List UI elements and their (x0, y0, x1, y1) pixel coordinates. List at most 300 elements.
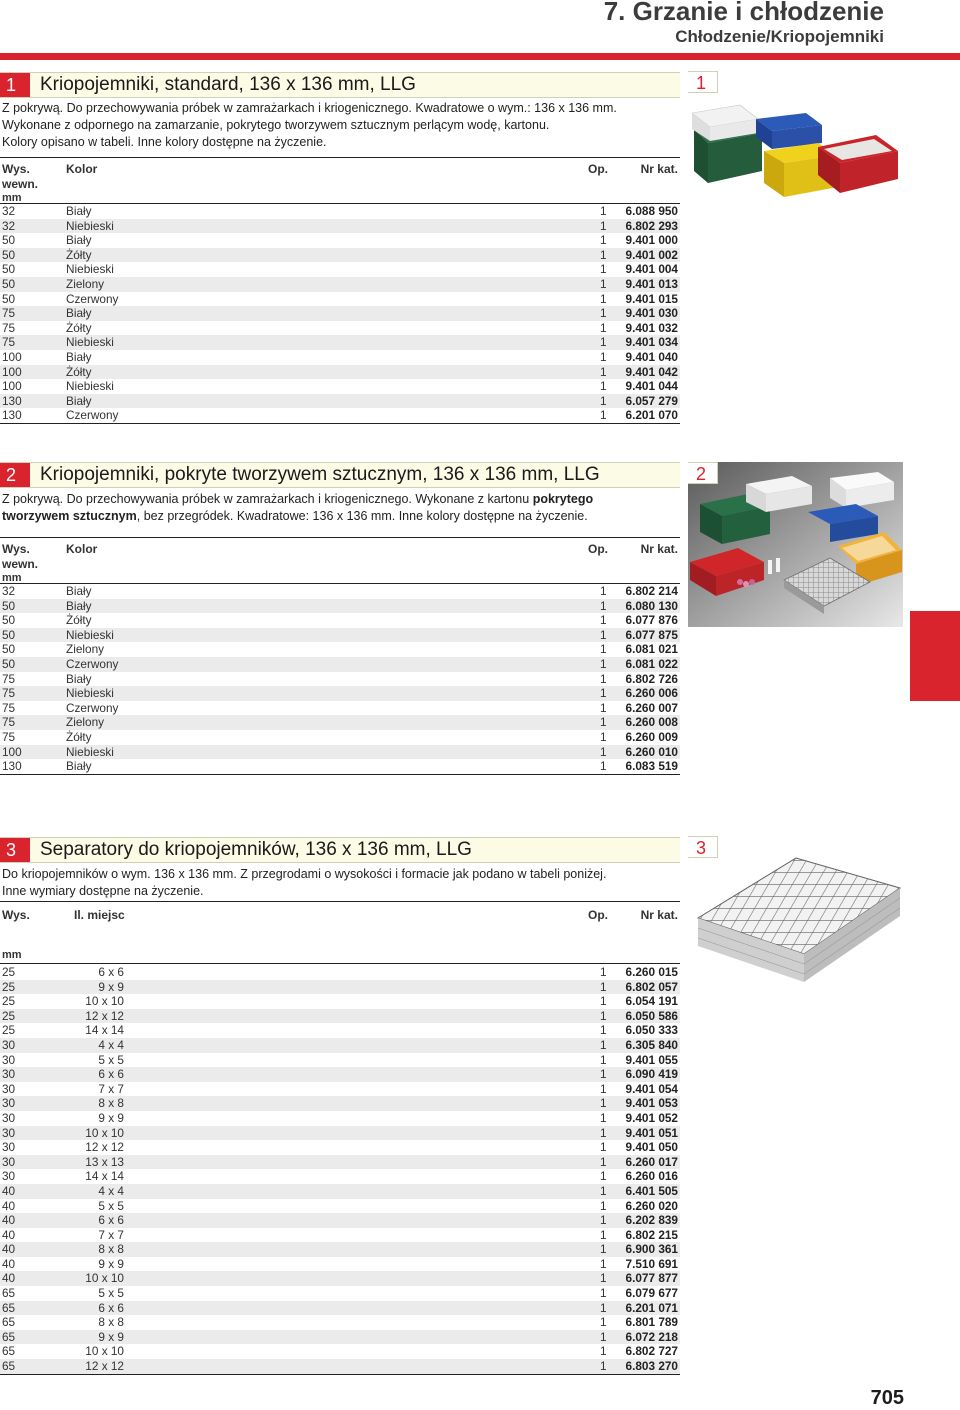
cell-height: 65 (2, 1315, 16, 1330)
cell-cat-no: 9.401 030 (625, 306, 678, 321)
cell-places: 9 x 9 (98, 1329, 124, 1344)
cell-color: Żółty (66, 247, 92, 262)
cell-pack: 1 (600, 291, 607, 306)
cell-places: 9 x 9 (98, 1110, 124, 1125)
cell-cat-no: 6.260 009 (625, 729, 678, 744)
cell-height: 75 (2, 700, 16, 715)
table-row (0, 584, 680, 599)
cell-cat-no: 6.054 191 (625, 994, 678, 1009)
cell-cat-no: 6.081 022 (625, 656, 678, 671)
cell-cat-no: 9.401 004 (625, 262, 678, 277)
cell-height: 40 (2, 1227, 16, 1242)
cell-pack: 1 (600, 1256, 607, 1271)
cell-color: Żółty (66, 320, 92, 335)
cell-height: 50 (2, 291, 16, 306)
table-row (0, 1344, 680, 1359)
cell-cat-no: 6.260 016 (625, 1169, 678, 1184)
table-row (0, 1330, 680, 1345)
table-row (0, 1126, 680, 1141)
cell-pack: 1 (600, 1008, 607, 1023)
cell-height: 25 (2, 1023, 16, 1038)
cell-cat-no: 6.077 877 (625, 1271, 678, 1286)
col-unit: mm (2, 572, 22, 584)
table-row (0, 672, 680, 687)
cell-places: 6 x 6 (98, 1213, 124, 1228)
section-1-description (0, 100, 680, 151)
table-row (0, 1301, 680, 1316)
table-row (0, 1242, 680, 1257)
section-3-header (0, 837, 680, 863)
cell-pack: 1 (600, 686, 607, 701)
table-row (0, 248, 680, 263)
col-height: Wys. (2, 908, 30, 922)
cell-cat-no: 9.401 054 (625, 1081, 678, 1096)
cell-pack: 1 (600, 700, 607, 715)
cell-cat-no: 6.260 017 (625, 1154, 678, 1169)
cell-height: 100 (2, 379, 22, 394)
table-row (0, 365, 680, 380)
cell-places: 6 x 6 (98, 965, 124, 979)
table-row (0, 1140, 680, 1155)
cell-color: Niebieski (66, 686, 114, 701)
cell-pack: 1 (600, 613, 607, 628)
cell-pack: 1 (600, 1300, 607, 1315)
cell-cat-no: 6.802 057 (625, 979, 678, 994)
table-row (0, 642, 680, 657)
cell-height: 30 (2, 1081, 16, 1096)
cell-height: 32 (2, 218, 16, 233)
cell-height: 130 (2, 408, 22, 423)
cell-pack: 1 (600, 1037, 607, 1052)
cell-cat-no: 9.401 050 (625, 1140, 678, 1155)
cell-pack: 1 (600, 671, 607, 686)
cell-cat-no: 6.077 875 (625, 627, 678, 642)
cell-color: Biały (66, 671, 92, 686)
cell-pack: 1 (600, 320, 607, 335)
cell-pack: 1 (600, 1213, 607, 1228)
cell-places: 6 x 6 (98, 1067, 124, 1082)
col-unit: mm (2, 192, 22, 204)
cell-cat-no: 6.260 006 (625, 686, 678, 701)
cell-pack: 1 (600, 715, 607, 730)
table-end-rule (0, 774, 680, 775)
cell-color: Biały (66, 393, 92, 408)
table-row (0, 379, 680, 394)
cell-pack: 1 (600, 1227, 607, 1242)
photo-1-label: 1 (688, 71, 718, 93)
section-3-table-header (0, 901, 680, 964)
cell-cat-no: 7.510 691 (625, 1256, 678, 1271)
cell-cat-no: 6.305 840 (625, 1037, 678, 1052)
table-row (0, 657, 680, 672)
section-2-header (0, 462, 680, 488)
cryo-boxes-photo-icon (688, 71, 903, 226)
cell-pack: 1 (600, 218, 607, 233)
table-row (0, 1038, 680, 1053)
cell-color: Biały (66, 349, 92, 364)
cell-places: 12 x 12 (85, 1008, 124, 1023)
cell-height: 50 (2, 656, 16, 671)
cell-cat-no: 6.260 015 (625, 965, 678, 979)
cell-color: Niebieski (66, 262, 114, 277)
table-row (0, 204, 680, 219)
cell-height: 40 (2, 1242, 16, 1257)
cell-pack: 1 (600, 1344, 607, 1359)
cell-pack: 1 (600, 379, 607, 394)
cell-height: 65 (2, 1359, 16, 1374)
table-row (0, 628, 680, 643)
desc-line: Do kriopojemników o wym. 136 x 136 mm. Z przegrodami o wysokości i formacie jak podano w tabeli poniżej. (2, 867, 607, 881)
section-2-table-header (0, 537, 680, 584)
cell-cat-no: 6.802 214 (625, 584, 678, 598)
cell-cat-no: 6.083 519 (625, 759, 678, 774)
cell-places: 5 x 5 (98, 1286, 124, 1301)
cell-height: 50 (2, 276, 16, 291)
table-row (0, 1199, 680, 1214)
table-row (0, 1082, 680, 1097)
table-row (0, 306, 680, 321)
cell-height: 65 (2, 1344, 16, 1359)
table-row (0, 1023, 680, 1038)
cell-color: Zielony (66, 642, 105, 657)
section-1-title: Kriopojemniki, standard, 136 x 136 mm, LLG (40, 74, 416, 95)
photo-2-label: 2 (688, 462, 718, 484)
table-row (0, 686, 680, 701)
col-color: Kolor (66, 162, 98, 176)
cell-pack: 1 (600, 233, 607, 248)
table-row (0, 1184, 680, 1199)
cell-cat-no: 6.050 333 (625, 1023, 678, 1038)
cell-height: 75 (2, 715, 16, 730)
cell-color: Zielony (66, 276, 105, 291)
cell-height: 50 (2, 613, 16, 628)
cell-cat-no: 6.057 279 (625, 393, 678, 408)
table-row (0, 965, 680, 980)
cell-height: 30 (2, 1052, 16, 1067)
cell-height: 65 (2, 1329, 16, 1344)
cell-places: 12 x 12 (85, 1140, 124, 1155)
cell-height: 32 (2, 204, 16, 218)
cell-places: 10 x 10 (85, 1125, 124, 1140)
cell-cat-no: 6.260 008 (625, 715, 678, 730)
cell-pack: 1 (600, 759, 607, 774)
cell-height: 75 (2, 335, 16, 350)
cell-cat-no: 9.401 002 (625, 247, 678, 262)
cell-cat-no: 9.401 042 (625, 364, 678, 379)
table-row (0, 745, 680, 760)
table-row (0, 408, 680, 423)
photo-panel-3 (688, 836, 903, 984)
cell-places: 10 x 10 (85, 1344, 124, 1359)
cell-color: Biały (66, 584, 92, 598)
cell-pack: 1 (600, 1154, 607, 1169)
cell-cat-no: 6.260 010 (625, 744, 678, 759)
cell-pack: 1 (600, 204, 607, 218)
table-row (0, 233, 680, 248)
table-row (0, 1096, 680, 1111)
cell-places: 8 x 8 (98, 1096, 124, 1111)
table-row (0, 292, 680, 307)
cell-pack: 1 (600, 262, 607, 277)
cell-color: Czerwony (66, 656, 119, 671)
cell-height: 30 (2, 1067, 16, 1082)
table-row (0, 1053, 680, 1068)
col-height: Wys. (2, 162, 30, 176)
photo-panel-2 (688, 462, 903, 627)
cell-pack: 1 (600, 1052, 607, 1067)
cell-height: 100 (2, 349, 22, 364)
cell-pack: 1 (600, 1198, 607, 1213)
cell-cat-no: 6.260 020 (625, 1198, 678, 1213)
cell-places: 8 x 8 (98, 1315, 124, 1330)
cell-cat-no: 6.900 361 (625, 1242, 678, 1257)
cell-pack: 1 (600, 1096, 607, 1111)
cell-cat-no: 6.801 789 (625, 1315, 678, 1330)
cell-cat-no: 9.401 034 (625, 335, 678, 350)
cell-places: 7 x 7 (98, 1081, 124, 1096)
cell-height: 50 (2, 598, 16, 613)
cell-pack: 1 (600, 349, 607, 364)
cell-cat-no: 9.401 015 (625, 291, 678, 306)
table-row (0, 1169, 680, 1184)
cell-pack: 1 (600, 1067, 607, 1082)
cell-places: 10 x 10 (85, 994, 124, 1009)
chapter-subtitle: Chłodzenie/Kriopojemniki (675, 27, 884, 46)
table-row (0, 262, 680, 277)
cell-pack: 1 (600, 994, 607, 1009)
cell-color: Biały (66, 306, 92, 321)
cell-cat-no: 9.401 055 (625, 1052, 678, 1067)
cell-cat-no: 6.080 130 (625, 598, 678, 613)
table-row (0, 1359, 680, 1374)
col-pack: Op. (588, 162, 608, 176)
cell-pack: 1 (600, 1081, 607, 1096)
cell-color: Biały (66, 204, 92, 218)
col-color: Kolor (66, 542, 98, 556)
cell-height: 75 (2, 671, 16, 686)
table-end-rule (0, 423, 680, 424)
cell-height: 32 (2, 584, 16, 598)
coated-cryo-boxes-photo-icon (688, 462, 903, 627)
cell-cat-no: 9.401 051 (625, 1125, 678, 1140)
desc-text: Z pokrywą. Do przechowywania próbek w zamrażarkach i kriogenicznego. Wykonane z kartonu (2, 492, 533, 506)
cell-pack: 1 (600, 729, 607, 744)
cell-height: 75 (2, 320, 16, 335)
section-2 (0, 462, 680, 775)
cell-cat-no: 6.050 586 (625, 1008, 678, 1023)
cell-color: Czerwony (66, 700, 119, 715)
section-1-header (0, 72, 680, 98)
section-3-description (0, 866, 680, 900)
table-row (0, 394, 680, 409)
table-row (0, 1315, 680, 1330)
cell-places: 4 x 4 (98, 1037, 124, 1052)
cell-height: 40 (2, 1183, 16, 1198)
table-row (0, 1257, 680, 1272)
cell-color: Czerwony (66, 291, 119, 306)
cell-pack: 1 (600, 627, 607, 642)
cell-pack: 1 (600, 408, 607, 423)
cell-cat-no: 6.802 215 (625, 1227, 678, 1242)
cell-height: 25 (2, 979, 16, 994)
section-1-table-header (0, 157, 680, 204)
photo-panel-1 (688, 71, 903, 226)
cell-height: 40 (2, 1198, 16, 1213)
cell-pack: 1 (600, 306, 607, 321)
cell-height: 130 (2, 759, 22, 774)
cell-height: 130 (2, 393, 22, 408)
table-row (0, 1155, 680, 1170)
cell-places: 8 x 8 (98, 1242, 124, 1257)
cell-places: 13 x 13 (85, 1154, 124, 1169)
col-pack: Op. (588, 908, 608, 922)
cell-places: 4 x 4 (98, 1183, 124, 1198)
cell-color: Zielony (66, 715, 105, 730)
table-row (0, 1213, 680, 1228)
table-row (0, 1271, 680, 1286)
cell-height: 30 (2, 1154, 16, 1169)
desc-text-bold: pokrytego tworzywem sztucznym (2, 492, 594, 523)
chapter-side-tab (910, 611, 960, 701)
cell-places: 7 x 7 (98, 1227, 124, 1242)
cell-color: Niebieski (66, 627, 114, 642)
cell-pack: 1 (600, 744, 607, 759)
cell-cat-no: 9.401 013 (625, 276, 678, 291)
cell-pack: 1 (600, 276, 607, 291)
cell-pack: 1 (600, 598, 607, 613)
cell-height: 50 (2, 247, 16, 262)
cell-places: 14 x 14 (85, 1023, 124, 1038)
cell-pack: 1 (600, 1315, 607, 1330)
cell-pack: 1 (600, 979, 607, 994)
cell-pack: 1 (600, 364, 607, 379)
col-cat-no: Nr kat. (640, 542, 678, 556)
cell-places: 14 x 14 (85, 1169, 124, 1184)
cell-cat-no: 6.401 505 (625, 1183, 678, 1198)
cell-places: 12 x 12 (85, 1359, 124, 1374)
section-2-table-body (0, 584, 680, 774)
cell-height: 75 (2, 729, 16, 744)
cell-cat-no: 9.401 053 (625, 1096, 678, 1111)
photo-3-label: 3 (688, 836, 718, 858)
desc-line: Wykonane z odpornego na zamarzanie, pokrytego tworzywem sztucznym perlącym wodę, kartonu. (2, 118, 550, 132)
cell-cat-no: 6.077 876 (625, 613, 678, 628)
cell-height: 50 (2, 233, 16, 248)
cell-places: 9 x 9 (98, 1256, 124, 1271)
cell-height: 65 (2, 1286, 16, 1301)
cell-height: 50 (2, 642, 16, 657)
desc-text: , bez przegródek. Kwadratowe: 136 x 136 mm. Inne kolory dostępne na życzenie. (136, 509, 588, 523)
table-row (0, 350, 680, 365)
col-height-sub: wewn. (2, 177, 39, 191)
section-1-table-body (0, 204, 680, 423)
section-2-number: 2 (0, 463, 30, 487)
table-row (0, 1067, 680, 1082)
cell-height: 40 (2, 1213, 16, 1228)
cell-height: 30 (2, 1110, 16, 1125)
cell-pack: 1 (600, 393, 607, 408)
cell-cat-no: 6.079 677 (625, 1286, 678, 1301)
cell-pack: 1 (600, 642, 607, 657)
cell-color: Biały (66, 233, 92, 248)
cell-cat-no: 6.260 007 (625, 700, 678, 715)
cell-height: 25 (2, 1008, 16, 1023)
table-row (0, 715, 680, 730)
cell-color: Czerwony (66, 408, 119, 423)
cell-color: Niebieski (66, 335, 114, 350)
col-height-sub: wewn. (2, 557, 39, 571)
cell-places: 5 x 5 (98, 1198, 124, 1213)
cell-cat-no: 6.088 950 (625, 204, 678, 218)
table-row (0, 1111, 680, 1126)
table-end-rule (0, 1374, 680, 1375)
col-cat-no: Nr kat. (640, 908, 678, 922)
cell-color: Niebieski (66, 379, 114, 394)
cell-pack: 1 (600, 1242, 607, 1257)
cell-cat-no: 9.401 040 (625, 349, 678, 364)
section-3-title: Separatory do kriopojemników, 136 x 136 mm, LLG (40, 839, 472, 860)
cell-cat-no: 6.081 021 (625, 642, 678, 657)
cell-pack: 1 (600, 656, 607, 671)
cell-pack: 1 (600, 1110, 607, 1125)
section-2-title: Kriopojemniki, pokryte tworzywem sztucznym, 136 x 136 mm, LLG (40, 464, 600, 485)
cell-places: 10 x 10 (85, 1271, 124, 1286)
col-pack: Op. (588, 542, 608, 556)
cell-cat-no: 6.803 270 (625, 1359, 678, 1374)
table-row (0, 335, 680, 350)
cell-pack: 1 (600, 1271, 607, 1286)
section-2-description (0, 491, 622, 525)
col-unit: mm (2, 949, 22, 961)
cell-height: 25 (2, 965, 16, 979)
cell-height: 75 (2, 686, 16, 701)
cell-color: Niebieski (66, 744, 114, 759)
cell-height: 40 (2, 1271, 16, 1286)
cell-height: 100 (2, 744, 22, 759)
table-row (0, 1228, 680, 1243)
cell-pack: 1 (600, 1183, 607, 1198)
cell-places: 5 x 5 (98, 1052, 124, 1067)
cell-height: 30 (2, 1096, 16, 1111)
cell-color: Żółty (66, 364, 92, 379)
cell-pack: 1 (600, 1329, 607, 1344)
cell-height: 30 (2, 1140, 16, 1155)
chapter-title: 7. Grzanie i chłodzenie (603, 0, 884, 26)
cell-cat-no: 6.202 839 (625, 1213, 678, 1228)
cell-height: 65 (2, 1300, 16, 1315)
col-height: Wys. (2, 542, 30, 556)
table-row (0, 994, 680, 1009)
section-1 (0, 72, 680, 424)
divider-grid-photo-icon (688, 836, 903, 984)
cell-color: Niebieski (66, 218, 114, 233)
cell-color: Biały (66, 759, 92, 774)
cell-cat-no: 6.201 071 (625, 1300, 678, 1315)
cell-pack: 1 (600, 1359, 607, 1374)
cell-height: 100 (2, 364, 22, 379)
cell-pack: 1 (600, 584, 607, 598)
cell-cat-no: 6.072 218 (625, 1329, 678, 1344)
cell-cat-no: 9.401 032 (625, 320, 678, 335)
col-cat-no: Nr kat. (640, 162, 678, 176)
table-row (0, 980, 680, 995)
cell-places: 6 x 6 (98, 1300, 124, 1315)
cell-cat-no: 9.401 000 (625, 233, 678, 248)
col-places: Il. miejsc (74, 908, 125, 922)
table-row (0, 730, 680, 745)
cell-pack: 1 (600, 1286, 607, 1301)
cell-pack: 1 (600, 965, 607, 979)
